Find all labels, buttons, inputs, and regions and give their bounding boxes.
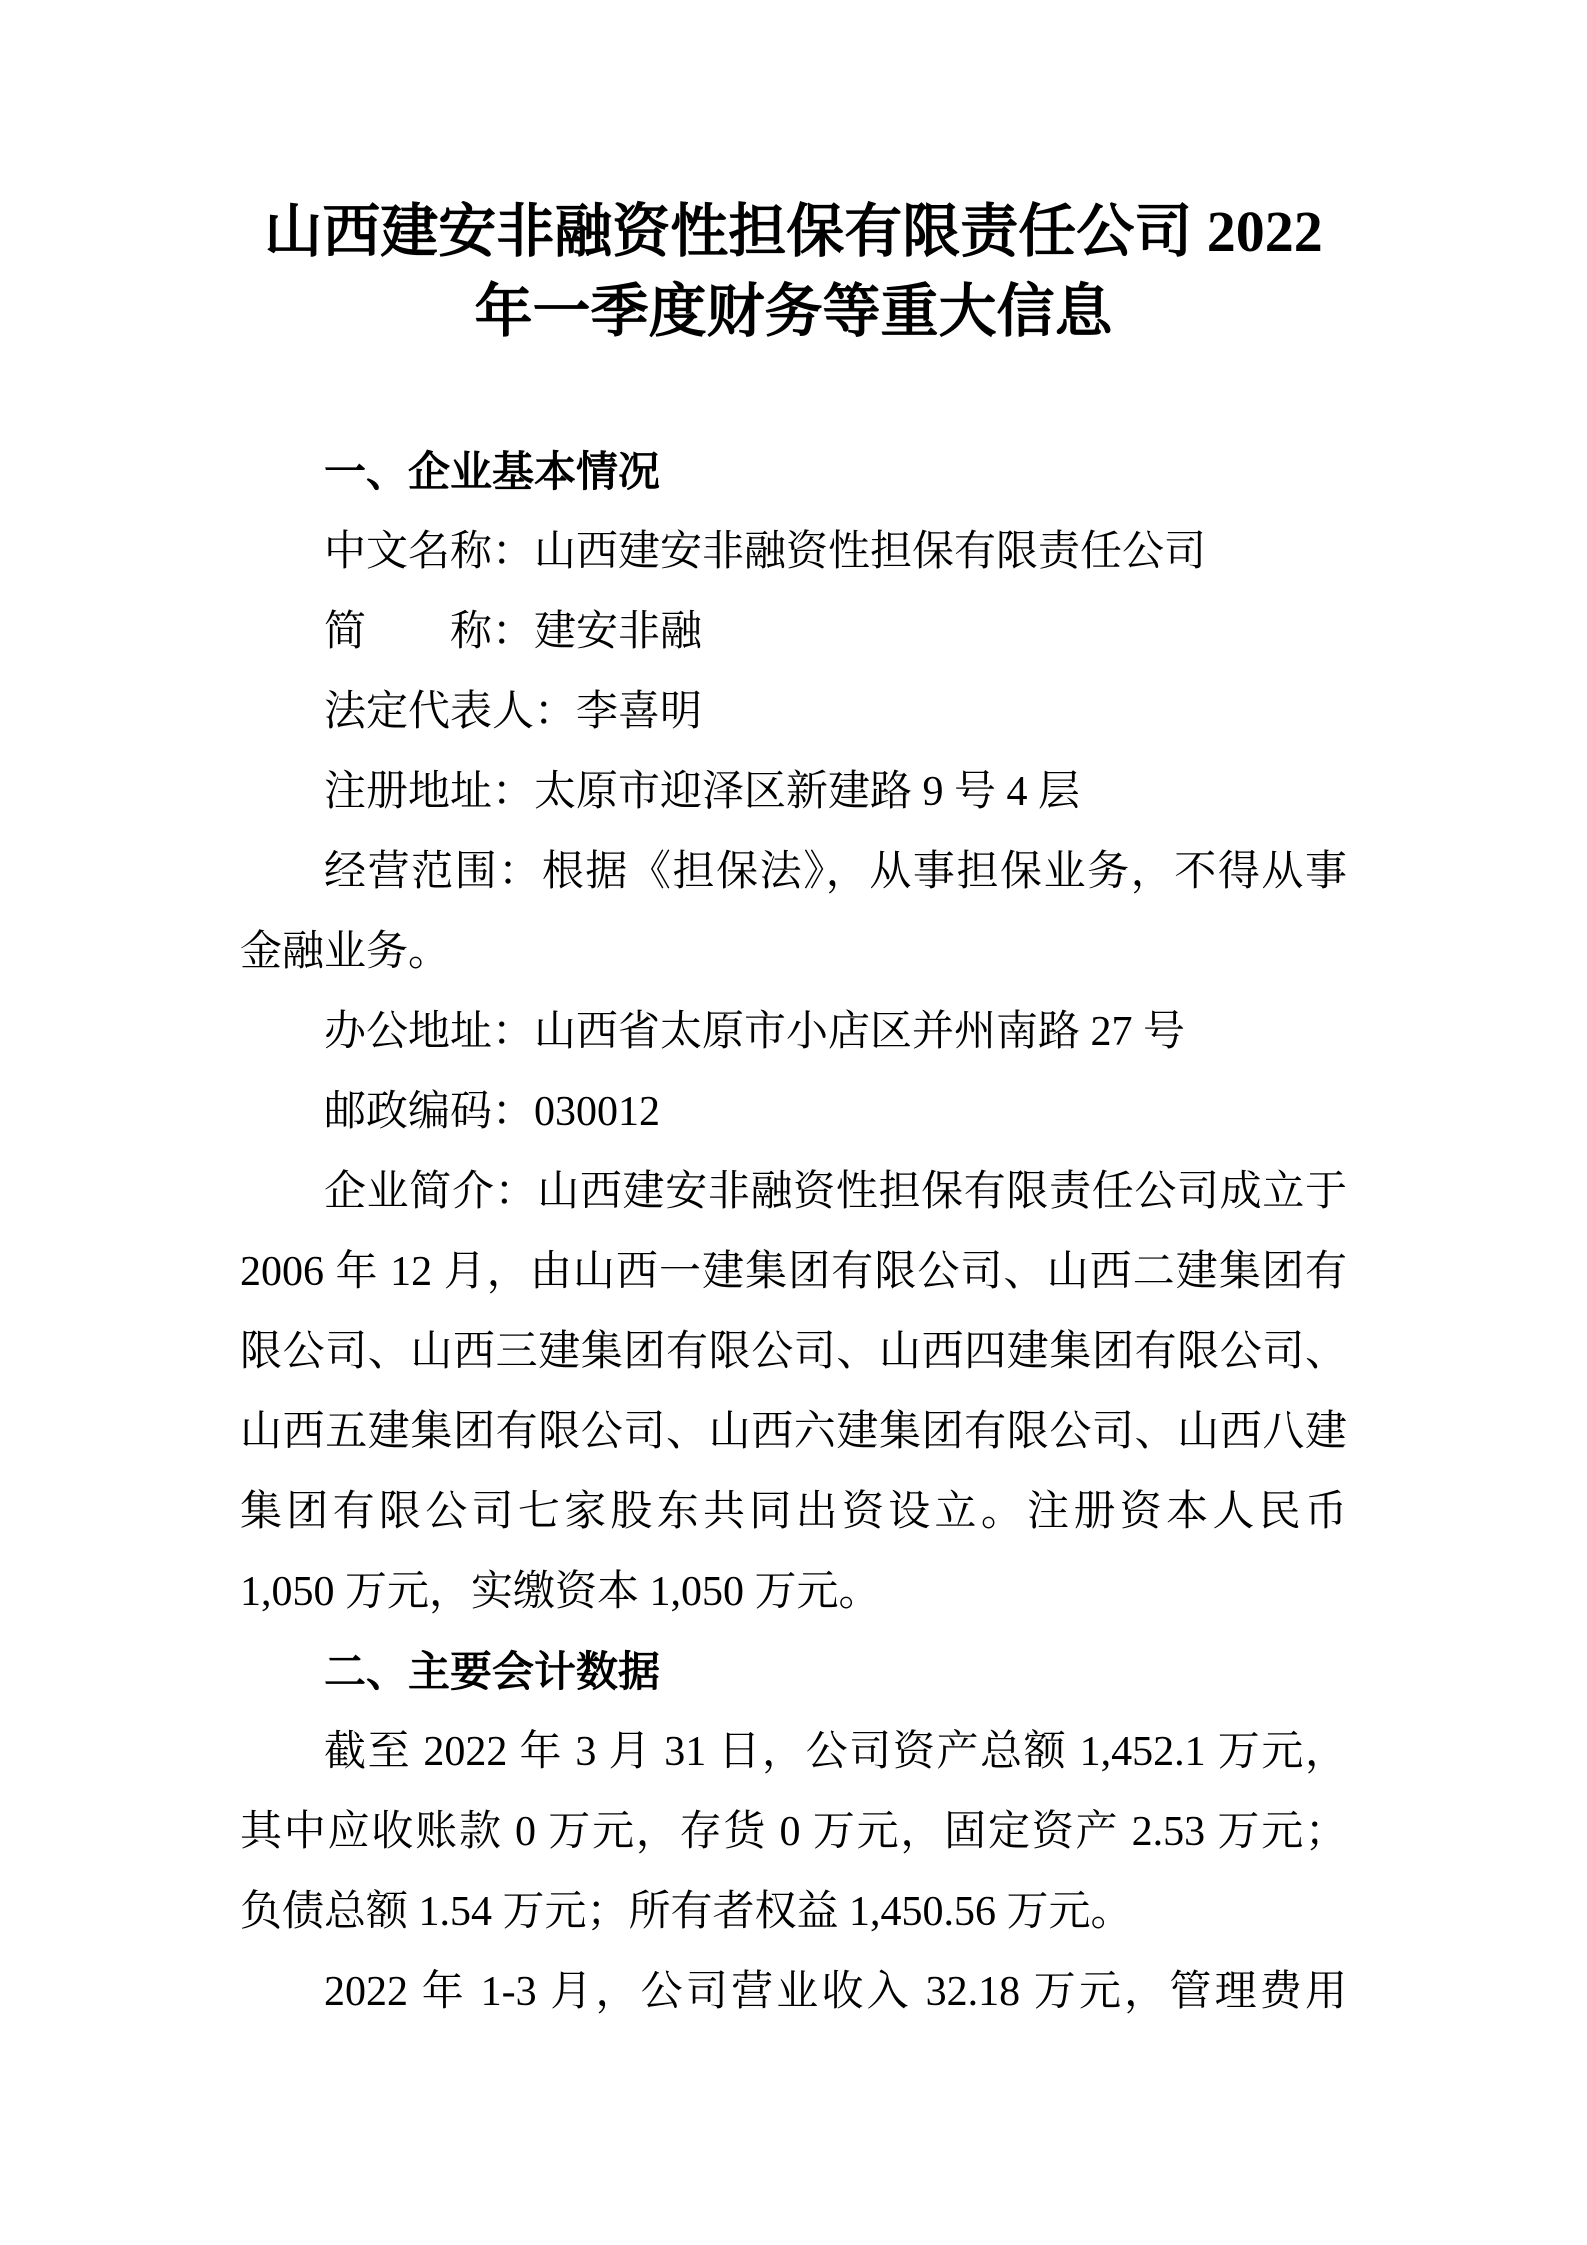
paragraph-line: 简 称：建安非融 (324, 609, 703, 655)
paragraph-line: 法定代表人：李喜明 (324, 689, 703, 735)
section-heading: 一、企业基本情况 (324, 448, 661, 495)
paragraph-line: 其中应收账款 0 万元，存货 0 万元，固定资产 2.53 万元； (240, 1809, 1347, 1855)
paragraph-line: 截至 2022 年 3 月 31 日，公司资产总额 1,452.1 万元， (324, 1729, 1347, 1775)
title-body-spacer (240, 352, 1347, 432)
paragraph-line: 办公地址：山西省太原市小店区并州南路 27 号 (324, 1009, 1186, 1055)
paragraph-line: 负债总额 1.54 万元；所有者权益 1,450.56 万元。 (240, 1889, 1133, 1935)
paragraph-line: 邮政编码：030012 (324, 1089, 661, 1135)
paragraph-line: 经营范围：根据《担保法》，从事担保业务，不得从事 (324, 849, 1347, 895)
paragraph-line: 集团有限公司七家股东共同出资设立。注册资本人民币 (240, 1489, 1347, 1535)
document-title-line: 年一季度财务等重大信息 (474, 279, 1113, 344)
paragraph-line: 限公司、山西三建集团有限公司、山西四建集团有限公司、 (240, 1329, 1347, 1375)
paragraph-line: 金融业务。 (240, 929, 451, 975)
paragraph-line: 中文名称：山西建安非融资性担保有限责任公司 (324, 529, 1207, 575)
document-title-line: 山西建安非融资性担保有限责任公司 2022 (264, 199, 1323, 264)
paragraph-line: 2022 年 1-3 月，公司营业收入 32.18 万元，管理费用 (324, 1969, 1347, 2015)
paragraph-line: 2006 年 12 月，由山西一建集团有限公司、山西二建集团有 (240, 1249, 1347, 1295)
paragraph-line: 企业简介：山西建安非融资性担保有限责任公司成立于 (324, 1169, 1347, 1215)
document-content (240, 192, 1347, 2032)
paragraph-line: 1,050 万元，实缴资本 1,050 万元。 (240, 1569, 881, 1615)
paragraph-line: 注册地址：太原市迎泽区新建路 9 号 4 层 (324, 769, 1081, 815)
paragraph-line: 山西五建集团有限公司、山西六建集团有限公司、山西八建 (240, 1409, 1347, 1455)
section-heading: 二、主要会计数据 (324, 1648, 661, 1695)
